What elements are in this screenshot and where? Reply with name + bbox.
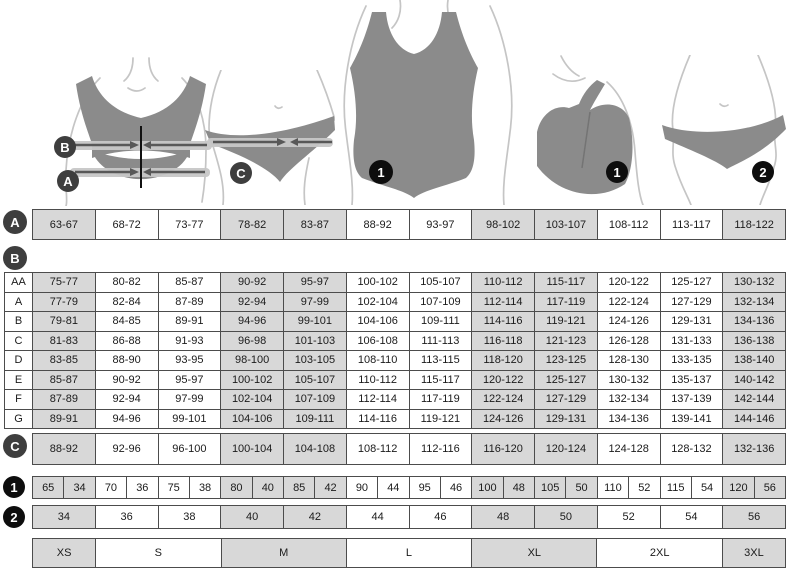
size-cell: 122-124 — [471, 390, 534, 409]
cup-row-label: B — [5, 312, 32, 331]
size-cell: 97-99 — [158, 390, 221, 409]
illustration-badge-1-bra — [606, 161, 628, 183]
size-cell: 87-89 — [158, 293, 221, 312]
band-table-row — [5, 409, 785, 429]
row-badge-c: C — [3, 434, 27, 458]
size-cell: 87-89 — [32, 390, 95, 409]
size-cell: 52 — [628, 477, 659, 498]
size-cell: 113-115 — [409, 351, 472, 370]
size-cell: 70 — [95, 477, 126, 498]
size-cell: 128-132 — [660, 434, 723, 464]
size-cell: 78-82 — [220, 210, 283, 239]
size-cell: 110-112 — [471, 273, 534, 292]
size-cell: 134-136 — [597, 410, 660, 429]
size-cell: 132-134 — [597, 390, 660, 409]
size-cell: 105-107 — [409, 273, 472, 292]
size-cell: 88-92 — [33, 434, 95, 464]
size-cell: 111-113 — [409, 332, 472, 351]
size-cell: 110-112 — [346, 371, 409, 390]
size-cell: 108-112 — [346, 434, 409, 464]
size-cell: 56 — [722, 506, 785, 528]
illustration-badge-a — [57, 170, 79, 192]
size-cell: 56 — [754, 477, 785, 498]
size-cell: 130-132 — [597, 371, 660, 390]
size-cell: 105-107 — [283, 371, 346, 390]
size-cell: 109-111 — [283, 410, 346, 429]
size-cell: 104-106 — [346, 312, 409, 331]
size-cell: 117-119 — [534, 293, 597, 312]
size-cell: 95 — [409, 477, 440, 498]
size-cell: 90-92 — [95, 371, 158, 390]
size-cell: 80 — [220, 477, 251, 498]
size-cell: 36 — [126, 477, 157, 498]
band-table-row — [5, 370, 785, 390]
size-cell: 34 — [63, 477, 94, 498]
size-cell: 107-109 — [283, 390, 346, 409]
illustration-badge-2-panties — [752, 161, 774, 183]
size-cell: 132-134 — [722, 293, 785, 312]
size-cell: 100 — [471, 477, 502, 498]
size-cell: 88-92 — [346, 210, 409, 239]
size-cell: 97-99 — [283, 293, 346, 312]
bra-illustration — [535, 50, 660, 205]
size-cell: 114-116 — [471, 312, 534, 331]
swimsuit-illustration — [310, 0, 545, 205]
illustration-badge-1-swimsuit — [369, 160, 393, 184]
size-cell: 125-127 — [534, 371, 597, 390]
letter-size-row — [32, 538, 786, 568]
cup-row-label: G — [5, 410, 32, 429]
size-cell: 79-81 — [32, 312, 95, 331]
size-cell: 93-95 — [158, 351, 221, 370]
size-cell: 104-108 — [283, 434, 346, 464]
size-cell: 85-87 — [32, 371, 95, 390]
size-cell: 98-102 — [471, 210, 534, 239]
size-cell: 50 — [565, 477, 596, 498]
size-cell: 129-131 — [534, 410, 597, 429]
size-group-cell: L — [346, 539, 471, 567]
size-cell: 84-85 — [95, 312, 158, 331]
size-cell: 138-140 — [722, 351, 785, 370]
cup-row-label: AA — [5, 273, 32, 292]
band-table-row — [5, 350, 785, 370]
panty-size-row — [32, 505, 786, 529]
size-cell: 90-92 — [220, 273, 283, 292]
size-cell: 131-133 — [660, 332, 723, 351]
size-cell: 85 — [283, 477, 314, 498]
size-cell: 109-111 — [409, 312, 472, 331]
size-cell: 133-135 — [660, 351, 723, 370]
size-cell: 42 — [314, 477, 345, 498]
size-cell: 46 — [409, 506, 472, 528]
size-cell: 125-127 — [660, 273, 723, 292]
size-cell: 36 — [95, 506, 158, 528]
size-cell: 108-110 — [346, 351, 409, 370]
row-badge-2: 2 — [3, 506, 25, 528]
size-cell: 75 — [158, 477, 189, 498]
size-cell: 40 — [220, 506, 283, 528]
size-cell: 83-87 — [283, 210, 346, 239]
size-cell: 130-132 — [722, 273, 785, 292]
size-cell: 92-94 — [95, 390, 158, 409]
size-cell: 92-94 — [220, 293, 283, 312]
bust-size-table — [4, 272, 786, 429]
size-cell: 34 — [33, 506, 95, 528]
size-cell: 100-102 — [346, 273, 409, 292]
size-cell: 103-107 — [534, 210, 597, 239]
size-cell: 120-124 — [534, 434, 597, 464]
size-cell: 103-105 — [283, 351, 346, 370]
size-cell: 42 — [283, 506, 346, 528]
illustration-badge-b — [54, 136, 76, 158]
size-cell: 75-77 — [32, 273, 95, 292]
size-cell: 46 — [440, 477, 471, 498]
cup-row-label: E — [5, 371, 32, 390]
size-cell: 128-130 — [597, 351, 660, 370]
size-cell: 48 — [503, 477, 534, 498]
size-cell: 96-98 — [220, 332, 283, 351]
size-cell: 89-91 — [158, 312, 221, 331]
size-cell: 100-104 — [220, 434, 283, 464]
size-cell: 68-72 — [95, 210, 158, 239]
size-cell: 140-142 — [722, 371, 785, 390]
size-cell: 44 — [377, 477, 408, 498]
size-cell: 107-109 — [409, 293, 472, 312]
band-table-row — [5, 292, 785, 312]
size-cell: 63-67 — [33, 210, 95, 239]
size-cell: 54 — [691, 477, 722, 498]
size-cell: 120-122 — [597, 273, 660, 292]
size-cell: 48 — [471, 506, 534, 528]
cup-row-label: A — [5, 293, 32, 312]
size-group-cell: 2XL — [596, 539, 721, 567]
size-cell: 98-100 — [220, 351, 283, 370]
size-cell: 96-100 — [158, 434, 221, 464]
size-cell: 118-122 — [722, 210, 785, 239]
size-cell: 122-124 — [597, 293, 660, 312]
panties-illustration — [650, 55, 795, 205]
size-cell: 127-129 — [660, 293, 723, 312]
size-cell: 108-112 — [597, 210, 660, 239]
size-cell: 82-84 — [95, 293, 158, 312]
size-group-cell: XL — [471, 539, 596, 567]
size-cell: 120 — [722, 477, 753, 498]
bra-size-row — [32, 476, 786, 499]
svg-text:A: A — [63, 174, 73, 189]
size-cell: 93-97 — [409, 210, 472, 239]
size-cell: 127-129 — [534, 390, 597, 409]
size-cell: 121-123 — [534, 332, 597, 351]
size-cell: 94-96 — [95, 410, 158, 429]
size-cell: 134-136 — [722, 312, 785, 331]
size-cell: 135-137 — [660, 371, 723, 390]
size-cell: 85-87 — [158, 273, 221, 292]
size-cell: 124-126 — [597, 312, 660, 331]
size-cell: 90 — [346, 477, 377, 498]
size-group-cell: XS — [33, 539, 95, 567]
band-table-row — [5, 311, 785, 331]
size-cell: 124-126 — [471, 410, 534, 429]
svg-text:2: 2 — [759, 165, 767, 180]
band-table-row — [5, 331, 785, 351]
size-cell: 94-96 — [220, 312, 283, 331]
size-cell: 115-117 — [409, 371, 472, 390]
size-cell: 124-128 — [597, 434, 660, 464]
size-cell: 83-85 — [32, 351, 95, 370]
size-cell: 89-91 — [32, 410, 95, 429]
size-cell: 50 — [534, 506, 597, 528]
size-cell: 105 — [534, 477, 565, 498]
size-cell: 65 — [33, 477, 63, 498]
size-cell: 112-114 — [346, 390, 409, 409]
size-cell: 52 — [597, 506, 660, 528]
size-cell: 113-117 — [660, 210, 723, 239]
svg-text:C: C — [236, 166, 246, 181]
band-table-row — [5, 273, 785, 292]
size-cell: 86-88 — [95, 332, 158, 351]
size-cell: 95-97 — [158, 371, 221, 390]
size-cell: 110 — [597, 477, 628, 498]
row-badge-1: 1 — [3, 476, 25, 498]
size-cell: 118-120 — [471, 351, 534, 370]
cup-row-label: D — [5, 351, 32, 370]
svg-text:1: 1 — [377, 165, 385, 180]
size-cell: 38 — [189, 477, 220, 498]
size-cell: 92-96 — [95, 434, 158, 464]
size-cell: 132-136 — [722, 434, 785, 464]
size-cell: 99-101 — [283, 312, 346, 331]
size-cell: 116-120 — [471, 434, 534, 464]
size-cell: 119-121 — [534, 312, 597, 331]
size-cell: 73-77 — [158, 210, 221, 239]
underbust-measure-row — [32, 209, 786, 240]
size-cell: 102-104 — [346, 293, 409, 312]
size-cell: 117-119 — [409, 390, 472, 409]
size-cell: 142-144 — [722, 390, 785, 409]
cup-row-label: F — [5, 390, 32, 409]
size-cell: 116-118 — [471, 332, 534, 351]
size-cell: 126-128 — [597, 332, 660, 351]
size-cell: 112-114 — [471, 293, 534, 312]
size-cell: 38 — [158, 506, 221, 528]
svg-text:B: B — [60, 140, 70, 155]
size-cell: 129-131 — [660, 312, 723, 331]
svg-text:1: 1 — [613, 165, 621, 180]
size-cell: 114-116 — [346, 410, 409, 429]
row-badge-b: B — [3, 246, 27, 270]
size-cell: 40 — [252, 477, 283, 498]
size-cell: 104-106 — [220, 410, 283, 429]
size-cell: 120-122 — [471, 371, 534, 390]
hip-measure-row — [32, 433, 786, 465]
illustration-badge-c — [230, 162, 252, 184]
size-group-cell: 3XL — [722, 539, 785, 567]
size-cell: 100-102 — [220, 371, 283, 390]
size-cell: 119-121 — [409, 410, 472, 429]
size-cell: 77-79 — [32, 293, 95, 312]
size-cell: 99-101 — [158, 410, 221, 429]
size-cell: 115-117 — [534, 273, 597, 292]
size-cell: 54 — [660, 506, 723, 528]
cup-row-label: C — [5, 332, 32, 351]
size-cell: 81-83 — [32, 332, 95, 351]
size-group-cell: S — [95, 539, 220, 567]
size-cell: 115 — [660, 477, 691, 498]
size-cell: 144-146 — [722, 410, 785, 429]
size-cell: 102-104 — [220, 390, 283, 409]
size-group-cell: M — [221, 539, 346, 567]
row-badge-a: A — [3, 210, 27, 234]
size-cell: 139-141 — [660, 410, 723, 429]
size-cell: 80-82 — [95, 273, 158, 292]
size-cell: 112-116 — [409, 434, 472, 464]
size-cell: 95-97 — [283, 273, 346, 292]
size-cell: 136-138 — [722, 332, 785, 351]
size-cell: 101-103 — [283, 332, 346, 351]
size-cell: 44 — [346, 506, 409, 528]
size-cell: 88-90 — [95, 351, 158, 370]
size-cell: 106-108 — [346, 332, 409, 351]
size-cell: 91-93 — [158, 332, 221, 351]
size-cell: 123-125 — [534, 351, 597, 370]
band-table-row — [5, 389, 785, 409]
size-cell: 137-139 — [660, 390, 723, 409]
